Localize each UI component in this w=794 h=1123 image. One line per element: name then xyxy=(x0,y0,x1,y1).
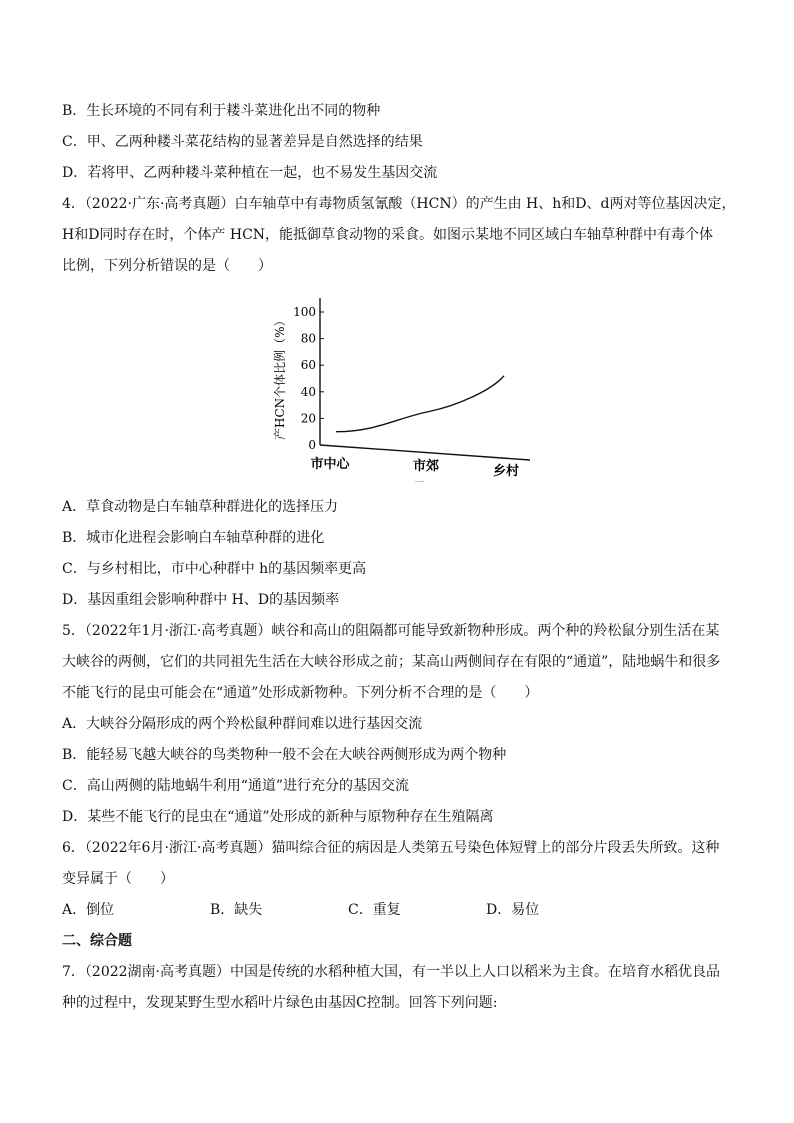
q5-option-c: C．高山两侧的陆地蜗牛利用“通道”进行充分的基因交流 xyxy=(62,778,410,794)
q6-stem-line2: 变异属于（ ） xyxy=(62,871,174,887)
q5-stem-line2: 大峡谷的两侧，它们的共同祖先生活在大峡谷形成之前；某高山两侧间存在有限的“通道”，陆地蜗牛和很多 xyxy=(62,654,721,670)
q3-option-d: D．若将甲、乙两种耧斗菜种植在一起，也不易发生基因交流 xyxy=(62,165,438,181)
x-category-label: 市郊 xyxy=(412,459,440,474)
q6-option-b: B．缺失 xyxy=(210,902,263,918)
q5-option-a: A．大峡谷分隔形成的两个羚松鼠种群间难以进行基因交流 xyxy=(62,716,423,732)
q5-option-d: D．某些不能飞行的昆虫在“通道”处形成的新种与原物种存在生殖隔离 xyxy=(62,809,494,825)
chart-axes xyxy=(320,298,530,460)
q5-stem-line1: 5．（2022年1月·浙江·高考真题）峡谷和高山的阻隔都可能导致新物种形成。两个种的羚松鼠分别生活在某 xyxy=(62,623,720,639)
cropped-glyph: 一 xyxy=(414,478,424,489)
y-tick-label: 20 xyxy=(300,411,316,426)
y-tick-label: 100 xyxy=(293,305,316,319)
q4-stem-line3: 比例，下列分析错误的是（ ） xyxy=(62,258,272,274)
q6-options xyxy=(62,900,539,920)
x-category-label: 市中心 xyxy=(310,457,350,472)
q5-option-b: B．能轻易飞越大峡谷的鸟类物种一般不会在大峡谷两侧形成为两个物种 xyxy=(62,747,507,763)
y-tick-label: 80 xyxy=(300,331,316,346)
series-line xyxy=(336,376,504,432)
section-heading: 二、综合题 xyxy=(62,933,132,949)
q6-option-d: D．易位 xyxy=(486,902,540,918)
q6-option-c: C．重复 xyxy=(348,902,401,918)
x-category-label: 乡村 xyxy=(492,464,520,479)
y-tick-label: 0 xyxy=(308,438,316,452)
x-axis xyxy=(320,445,530,460)
q7-stem-line1: 7．（2022湖南·高考真题）中国是传统的水稻种植大国，有一半以上人口以稻米为主食。在培育水稻优良品 xyxy=(62,964,720,980)
hcn-chart xyxy=(268,290,538,490)
y-tick-label: 60 xyxy=(300,358,316,373)
x-labels xyxy=(310,456,519,479)
q7-stem-line2: 种的过程中，发现某野生型水稻叶片绿色由基因C控制。回答下列问题: xyxy=(62,995,498,1011)
q6-option-a: A．倒位 xyxy=(62,902,115,918)
q4-stem-line1: 4．（2022·广东·高考真题）白车轴草中有毒物质氢氰酸（HCN）的产生由 H、h和D、d两对等位基因决定， xyxy=(62,196,736,212)
q6-stem-line1: 6．（2022年6月·浙江·高考真题）猫叫综合征的病因是人类第五号染色体短臂上的部分片段丢失所致。这种 xyxy=(62,840,720,856)
q3-option-c: C．甲、乙两种耧斗菜花结构的显著差异是自然选择的结果 xyxy=(62,134,423,150)
q3-option-b: B．生长环境的不同有利于耧斗菜进化出不同的物种 xyxy=(62,103,381,119)
q4-option-b: B．城市化进程会影响白车轴草种群的进化 xyxy=(62,530,325,546)
q4-stem-line2: H和D同时存在时，个体产 HCN，能抵御草食动物的采食。如图示某地不同区域白车轴草种群中有毒个体 xyxy=(62,227,714,243)
y-axis-label: 产HCN个体比例（%） xyxy=(273,314,287,440)
y-tick-label: 40 xyxy=(300,384,316,399)
q5-stem-line3: 不能飞行的昆虫可能会在“通道”处形成新物种。下列分析不合理的是（ ） xyxy=(62,685,539,701)
q4-option-d: D．基因重组会影响种群中 H、D的基因频率 xyxy=(62,592,340,608)
q4-option-c: C．与乡村相比，市中心种群中 h的基因频率更高 xyxy=(62,561,367,577)
q4-option-a: A．草食动物是白车轴草种群进化的选择压力 xyxy=(62,499,339,515)
